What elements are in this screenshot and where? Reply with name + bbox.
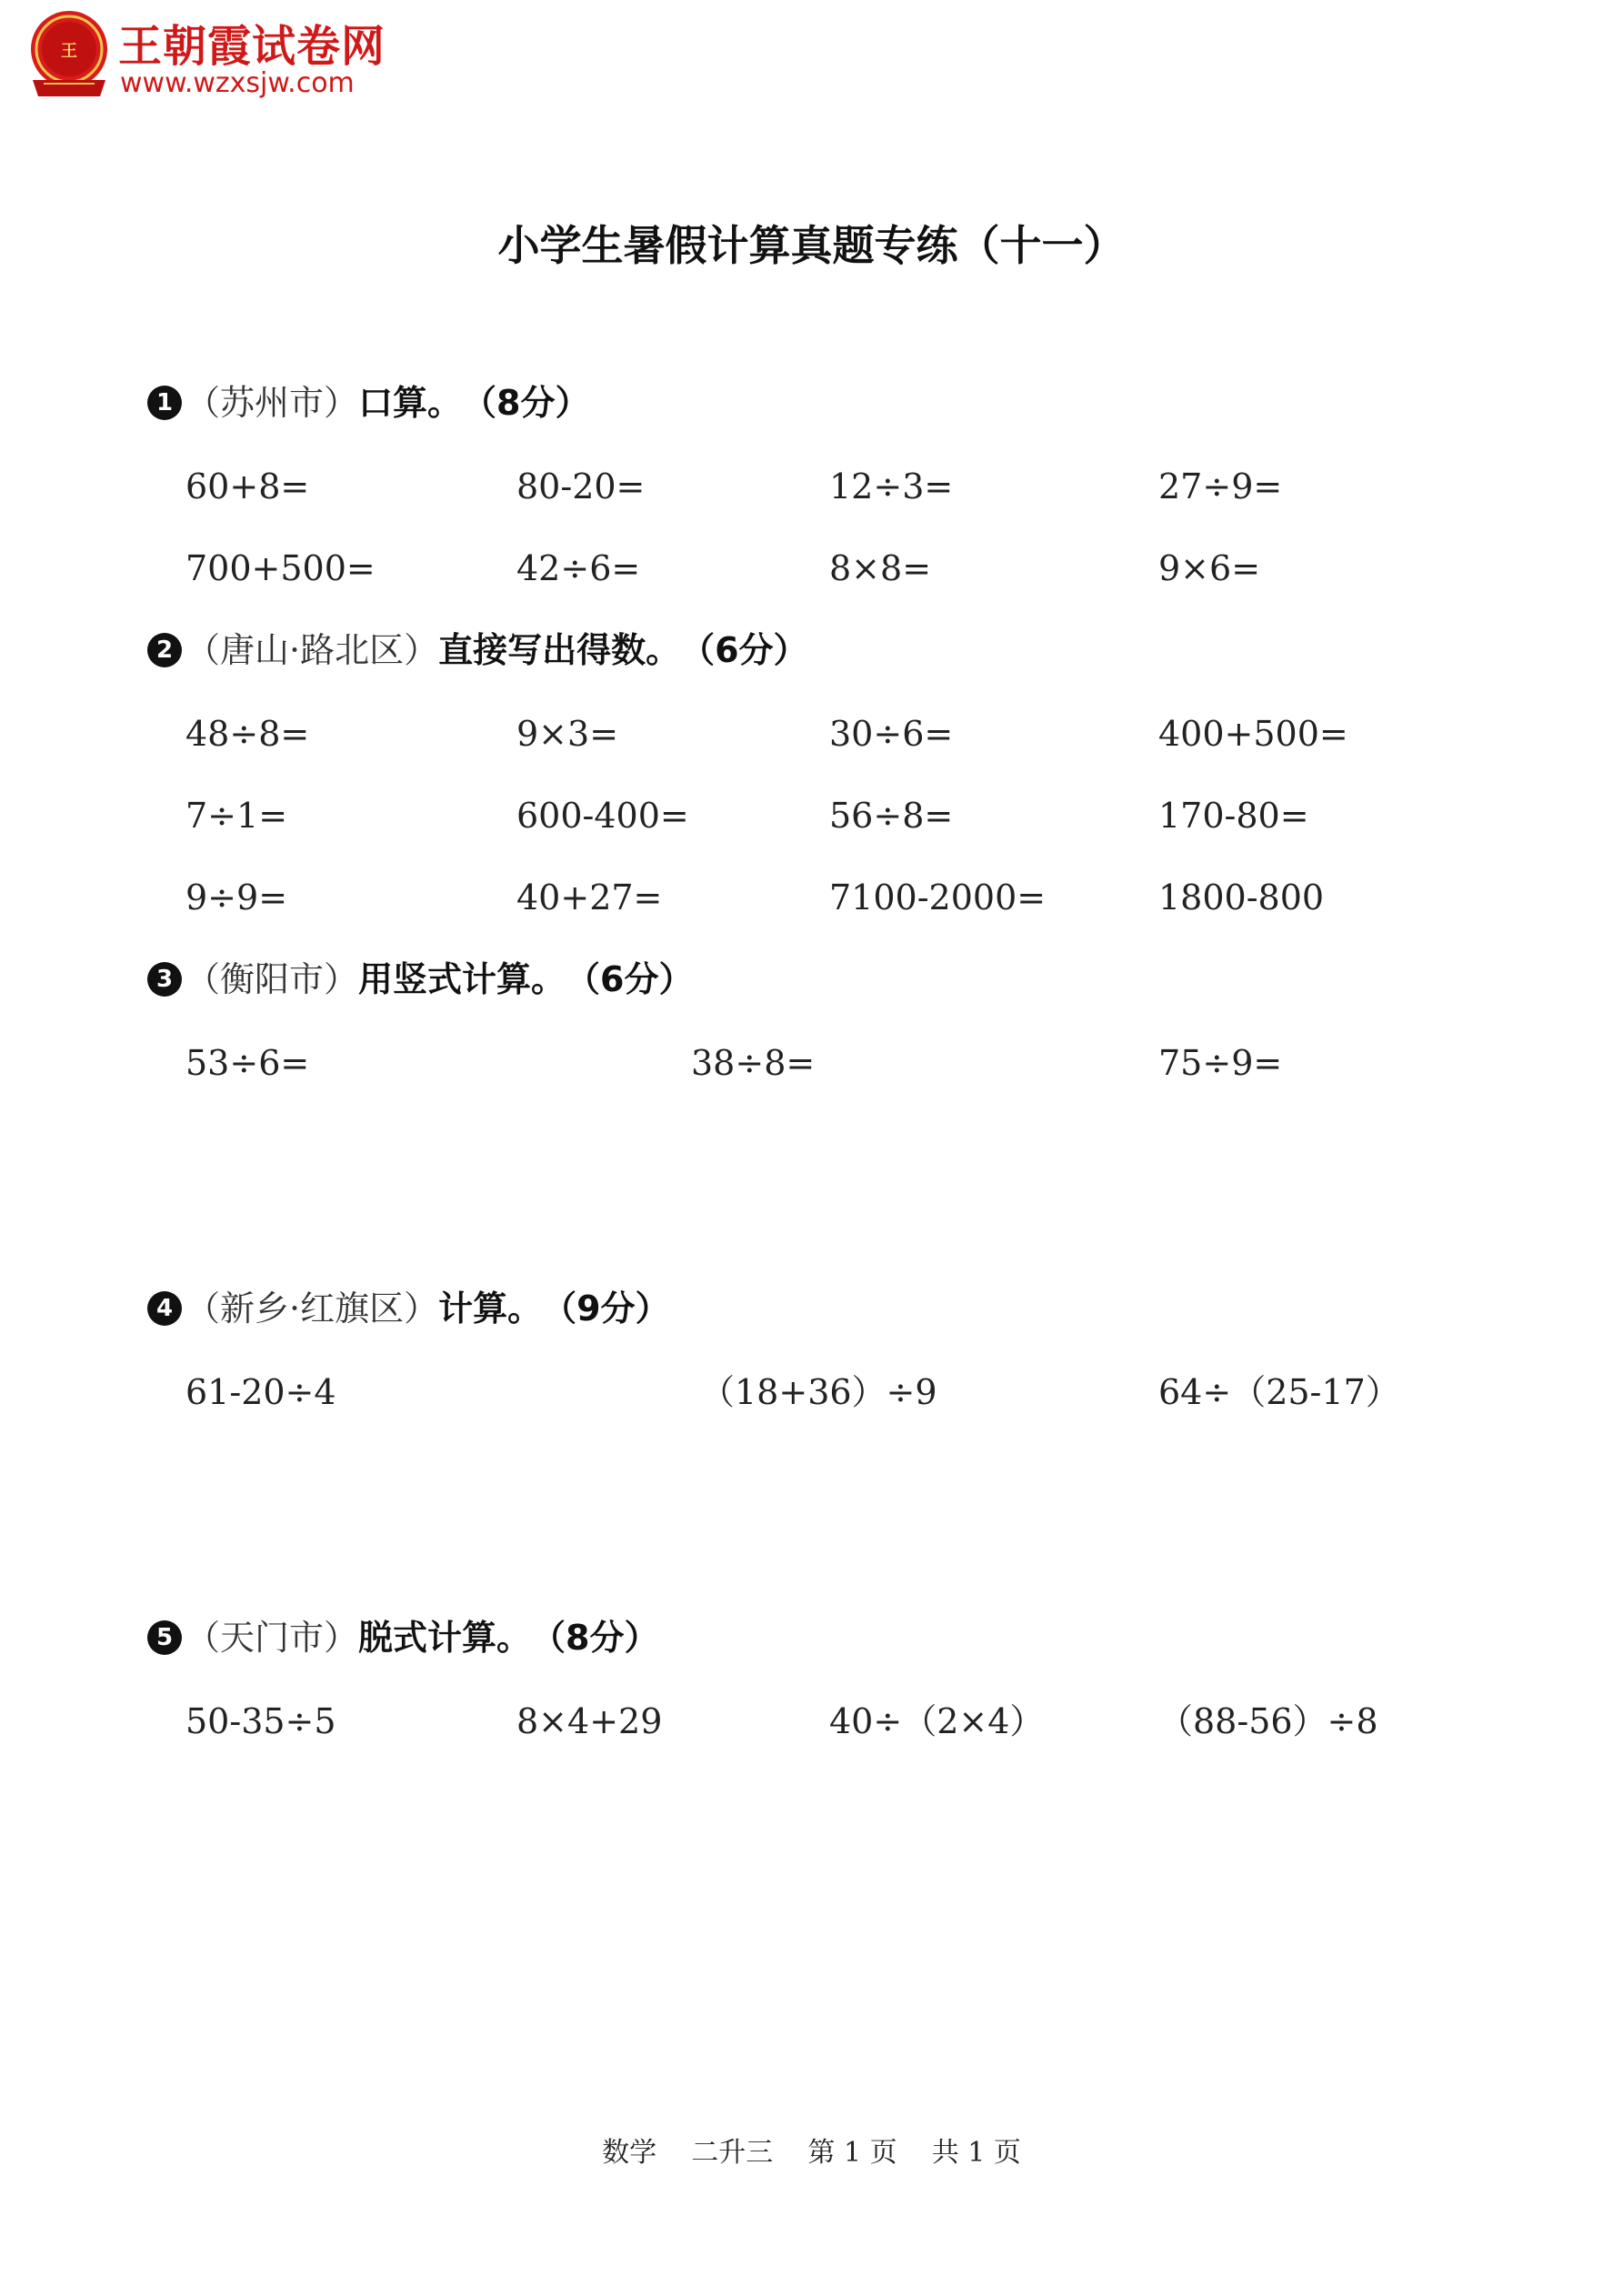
- section-task: 用竖式计算。: [358, 959, 566, 999]
- page-title: 小学生暑假计算真题专练（十一）: [497, 221, 1126, 270]
- section-task: 脱式计算。: [358, 1618, 532, 1658]
- problem: 8×4+29: [516, 1701, 663, 1741]
- problem: 53÷6=: [185, 1043, 310, 1083]
- problem: 30÷6=: [829, 714, 954, 754]
- section-source: （天门市）: [185, 1618, 359, 1658]
- footer-page: 第 1 页: [807, 2137, 897, 2169]
- problem: 700+500=: [185, 548, 376, 588]
- problem: 400+500=: [1158, 714, 1348, 754]
- problem: 38÷8=: [691, 1043, 816, 1083]
- section-1-heading: [147, 383, 590, 423]
- section-number-badge: 2: [147, 633, 182, 667]
- problem: 7100-2000=: [829, 877, 1047, 917]
- section-4-heading: [147, 1288, 670, 1328]
- problem: 170-80=: [1158, 796, 1309, 836]
- problem: 9×3=: [516, 714, 619, 754]
- footer-grade: 二升三: [691, 2137, 774, 2169]
- section-score: （8分）: [531, 1618, 659, 1658]
- section-score: （9分）: [542, 1288, 670, 1328]
- section-number-badge: 1: [147, 386, 182, 420]
- brand-url: www.wzxsjw.com: [120, 67, 355, 99]
- problem: 8×8=: [829, 548, 932, 588]
- brand-name: 王朝霞试卷网: [118, 21, 386, 72]
- problem: 64÷（25-17）: [1158, 1372, 1400, 1412]
- section-score: （6分）: [680, 630, 808, 670]
- problem: 40+27=: [516, 877, 663, 917]
- section-task: 直接写出得数。: [438, 630, 681, 670]
- problem: 1800-800: [1158, 877, 1325, 917]
- problem: 48÷8=: [185, 714, 310, 754]
- problem: 600-400=: [516, 796, 689, 836]
- problem: 12÷3=: [829, 466, 954, 506]
- section-number-badge: 5: [147, 1620, 182, 1655]
- page-footer: [0, 2130, 1623, 2170]
- section-number-badge: 3: [147, 962, 182, 997]
- section-source: （新乡·红旗区）: [185, 1288, 439, 1328]
- problem: 75÷9=: [1158, 1043, 1283, 1083]
- section-task: 口算。: [358, 383, 463, 423]
- problem: 50-35÷5: [185, 1701, 336, 1741]
- problem: 7÷1=: [185, 796, 288, 836]
- section-task: 计算。: [438, 1288, 543, 1328]
- section-source: （衡阳市）: [185, 959, 359, 999]
- problem: （18+36）÷9: [700, 1372, 937, 1412]
- section-3-heading: [147, 959, 694, 999]
- problem: 56÷8=: [829, 796, 954, 836]
- section-score: （6分）: [566, 959, 694, 999]
- problem: 80-20=: [516, 466, 646, 506]
- problem: 61-20÷4: [185, 1372, 336, 1412]
- problem: 40÷（2×4）: [829, 1701, 1045, 1741]
- footer-total: 共 1 页: [931, 2137, 1021, 2169]
- footer-subject: 数学: [602, 2137, 657, 2169]
- site-logo: [25, 9, 407, 100]
- svg-text:王: 王: [61, 42, 77, 61]
- problem: 9÷9=: [185, 877, 288, 917]
- problem: 42÷6=: [516, 548, 641, 588]
- problem: 60+8=: [185, 466, 310, 506]
- problem: 27÷9=: [1158, 466, 1283, 506]
- section-2-heading: [147, 630, 808, 670]
- section-source: （唐山·路北区）: [185, 630, 439, 670]
- section-score: （8分）: [462, 383, 590, 423]
- problem: 9×6=: [1158, 548, 1261, 588]
- section-5-heading: [147, 1618, 659, 1658]
- section-source: （苏州市）: [185, 383, 359, 423]
- problem: （88-56）÷8: [1158, 1701, 1378, 1741]
- seal-icon: [25, 9, 113, 100]
- section-number-badge: 4: [147, 1291, 182, 1326]
